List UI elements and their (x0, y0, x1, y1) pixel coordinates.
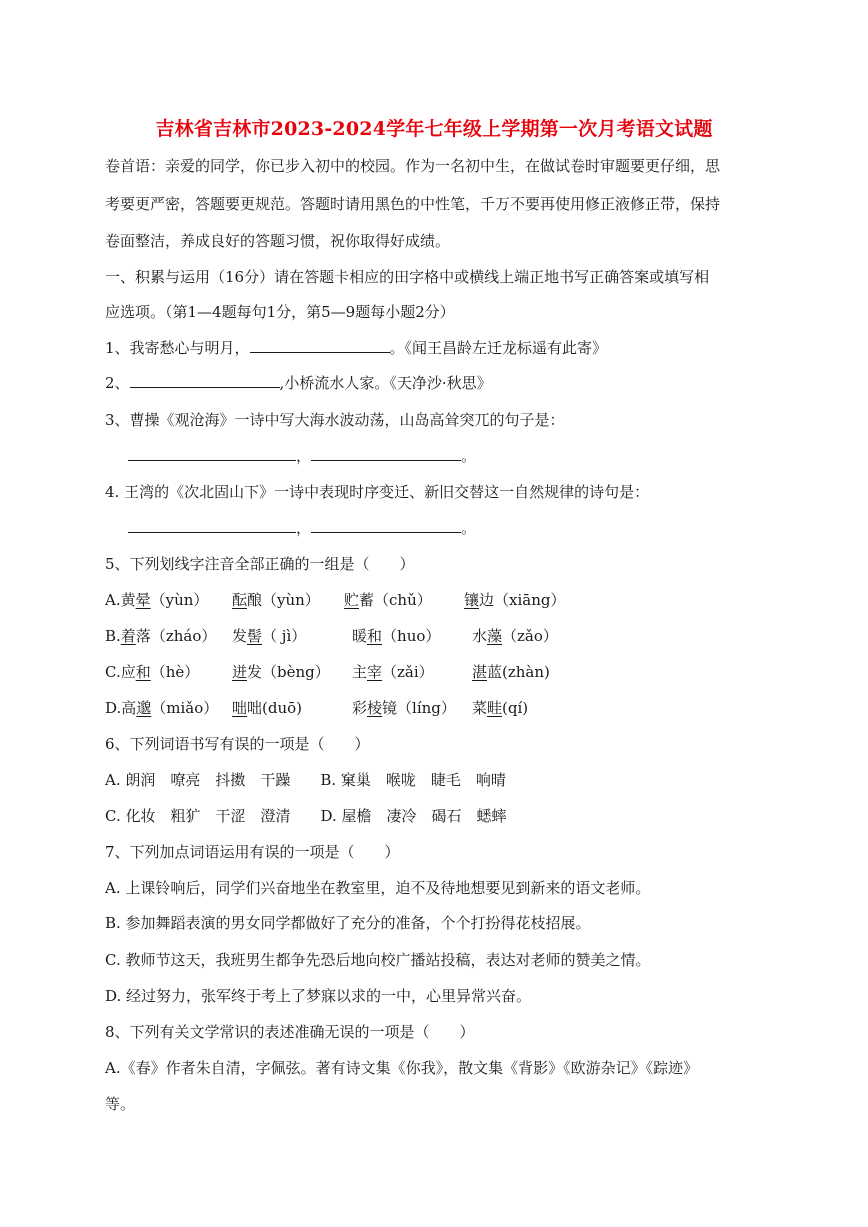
period: 。 (461, 519, 477, 537)
q5-option-d1: D.高邈（miǎo） (105, 699, 219, 717)
q5-option-c1: C.应和（hè） (105, 663, 200, 681)
q6-options-cd: C. 化妆 粗犷 干涩 澄清 D. 屋檐 凄冷 碣石 蟋蟀 (105, 807, 507, 825)
preface-line: 考要更严密，答题要更规范。答题时请用黑色的中性笔，千万不要再使用修正液修正带，保持 (105, 195, 721, 213)
question-4: 4. 王湾的《次北固山下》一诗中表现时序变迁、新旧交替这一自然规律的诗句是： (105, 483, 650, 501)
q5-option-d3: 彩棱镜（líng） (352, 699, 456, 717)
question-7-stem: 7、下列加点词语运用有误的一项是（ ） (105, 843, 400, 861)
q2-suffix: ,小桥流水人家。《天净沙·秋思》 (279, 374, 492, 392)
question-3: 3、曹操《观沧海》一诗中写大海水波动荡，山岛高耸突兀的句子是： (105, 411, 565, 429)
q5-option-d2: 咄咄(duō) (232, 699, 303, 717)
q5-option-a4: 镶边（xiāng） (464, 591, 566, 609)
answer-blank[interactable] (128, 518, 296, 533)
comma: ， (296, 519, 312, 537)
question-8-stem: 8、下列有关文学常识的表述准确无误的一项是（ ） (105, 1023, 475, 1041)
q5-option-a2: 酝酿（yùn） (232, 591, 320, 609)
question-2 (105, 373, 492, 393)
q5-option-c4: 湛蓝(zhàn) (472, 663, 550, 681)
answer-blank[interactable] (128, 446, 296, 461)
q8-option-a: A.《春》作者朱自清，字佩弦。著有诗文集《你我》，散文集《背影》《欧游杂记》《踪迹》 (105, 1059, 699, 1077)
page-title: 吉林省吉林市2023-2024学年七年级上学期第一次月考语文试题 (155, 118, 713, 140)
section-heading: 一、积累与运用（16分）请在答题卡相应的田字格中或横线上端正地书写正确答案或填写相 (105, 268, 710, 286)
answer-blank[interactable] (130, 373, 280, 388)
q5-option-b4: 水藻（zǎo） (472, 627, 558, 645)
q1-suffix: 。《闻王昌龄左迁龙标遥有此寄》 (389, 339, 608, 357)
q5-option-a1: A.黄晕（yùn） (105, 591, 209, 609)
q7-option-c: C. 教师节这天，我班男生都争先恐后地向校广播站投稿，表达对老师的赞美之情。 (105, 951, 651, 969)
q8-option-a-cont: 等。 (105, 1095, 136, 1113)
question-5-stem: 5、下列划线字注音全部正确的一组是（ ） (105, 555, 415, 573)
q5-option-c3: 主宰（zǎi） (352, 663, 434, 681)
q6-options-ab: A. 朗润 嘹亮 抖擞 干躁 B. 窠巢 喉咙 睫毛 响晴 (105, 771, 506, 789)
question-6-stem: 6、下列词语书写有误的一项是（ ） (105, 735, 370, 753)
period: 。 (461, 447, 477, 465)
question-3-answer (128, 446, 476, 466)
q5-option-b2: 发髻（ jì） (232, 627, 307, 645)
q5-option-a3: 贮蓄（chǔ） (344, 591, 432, 609)
q7-option-b: B. 参加舞蹈表演的男女同学都做好了充分的准备，个个打扮得花枝招展。 (105, 914, 591, 932)
q5-option-b1: B.着落（zháo） (105, 627, 217, 645)
q5-option-d4: 菜畦(qí) (472, 699, 529, 717)
answer-blank[interactable] (311, 518, 461, 533)
answer-blank[interactable] (311, 446, 461, 461)
section-heading: 应选项。（第1—4题每句1分，第5—9题每小题2分） (105, 303, 455, 321)
question-4-answer (128, 518, 476, 538)
q7-option-a: A. 上课铃响后，同学们兴奋地坐在教室里，迫不及待地想要见到新来的语文老师。 (105, 879, 651, 897)
preface-line: 卷首语：亲爱的同学，你已步入初中的校园。作为一名初中生，在做试卷时审题要更仔细，思 (105, 157, 721, 175)
q5-option-b3: 暖和（huo） (352, 627, 441, 645)
q7-option-d: D. 经过努力，张军终于考上了梦寐以求的一中，心里异常兴奋。 (105, 987, 532, 1005)
q2-prefix: 2、 (105, 374, 130, 392)
question-1 (105, 338, 607, 358)
q1-prefix: 1、我寄愁心与明月， (105, 339, 250, 357)
comma: ， (296, 447, 312, 465)
answer-blank[interactable] (250, 338, 390, 353)
preface-line: 卷面整洁，养成良好的答题习惯，祝你取得好成绩。 (105, 232, 451, 250)
q5-option-c2: 迸发（bèng） (232, 663, 330, 681)
